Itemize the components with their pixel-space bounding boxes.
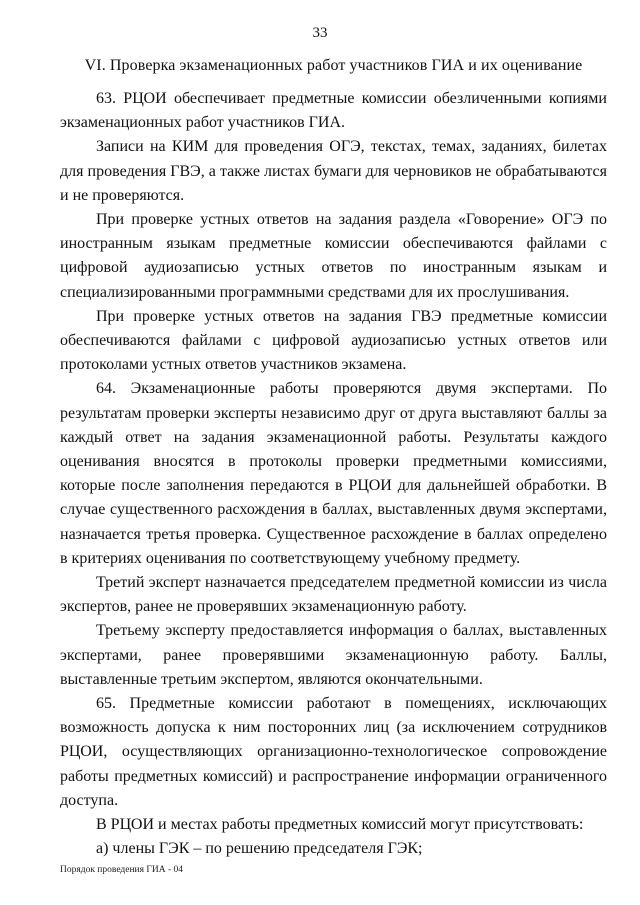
paragraph-oge-speaking: При проверке устных ответов на задания раздела «Говорение» ОГЭ по иностранным языкам предметные комиссии обеспечиваются файлами с цифровой аудиозаписью устных ответов по иностранным языкам и специализированными программными средствами для их прослушивания. — [60, 211, 607, 301]
document-body — [60, 87, 607, 862]
paragraph-third-expert: Третий эксперт назначается председателем предметной комиссии из числа экспертов, ранее не проверявших экзаменационную работу. — [60, 574, 607, 616]
paragraph-64: 64. Экзаменационные работы проверяются двумя экспертами. По результатам проверки эксперты независимо друг от друга выставляют баллы за каждый ответ на задания экзаменационной работы. Результаты каждого оценивания вносятся в протоколы проверки предметными комиссиями, которые после заполнения передаются в РЦОИ для дальнейшей обработки. В случае существенного расхождения в баллах, выставленных двумя экспертами, назначается третья проверка. Существенное расхождение в баллах определено в критериях оценивания по соответствующему учебному предмету. — [60, 380, 607, 567]
paragraph-65: 65. Предметные комиссии работают в помещениях, исключающих возможность допуска к ним посторонних лиц (за исключением сотрудников РЦОИ, осуществляющих организационно-технологическое сопровождение работы предметных комиссий) и распространение информации ограниченного доступа. — [60, 695, 607, 809]
paragraph-63: 63. РЦОИ обеспечивает предметные комиссии обезличенными копиями экзаменационных работ участников ГИА. — [60, 90, 607, 132]
paragraph-gve-oral: При проверке устных ответов на задания ГВЭ предметные комиссии обеспечиваются файлами с цифровой аудиозаписью устных ответов или протоколами устных ответов участников экзамена. — [60, 307, 607, 374]
paragraph-third-expert-info: Третьему эксперту предоставляется информация о баллах, выставленных экспертами, ранее проверявшими экзаменационную работу. Баллы, выставленные третьим экспертом, являются окончательными. — [60, 622, 607, 688]
paragraph-attendees: В РЦОИ и местах работы предметных комиссий могут присутствовать: — [96, 816, 584, 834]
paragraph-kim-records: Записи на КИМ для проведения ОГЭ, текстах, темах, заданиях, билетах для проведения ГВЭ, а также листах бумаги для черновиков не обрабатываются и не проверяются. — [60, 138, 607, 204]
list-item-a: а) члены ГЭК – по решению председателя ГЭК; — [96, 840, 423, 858]
page-footer: Порядок проведения ГИА - 04 — [60, 865, 183, 875]
section-title: VI. Проверка экзаменационных работ участников ГИА и их оценивание — [84, 57, 583, 74]
page-number: 33 — [312, 25, 328, 41]
